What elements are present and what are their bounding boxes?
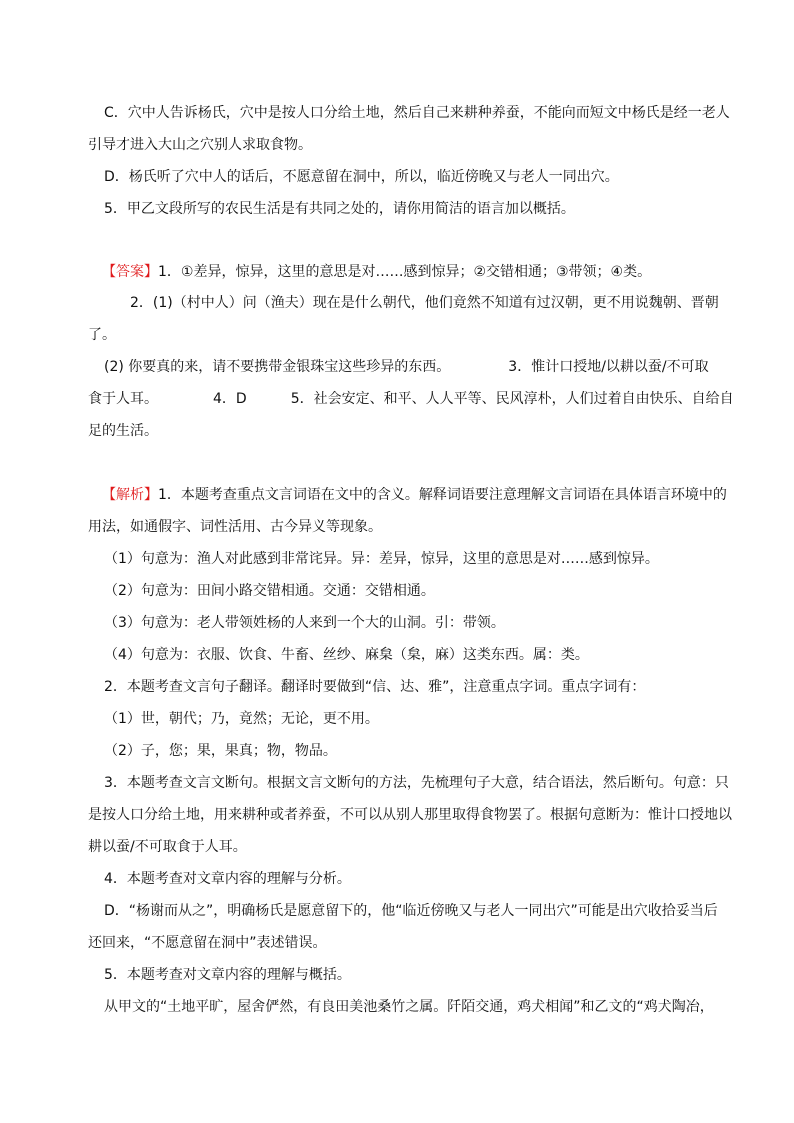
analysis-line-15: 还回来，“不愿意留在洞中”表述错误。 (88, 935, 327, 951)
option-c-line-1: C．穴中人告诉杨氏，穴中是按人口分给土地，然后自己来耕种养蚕，不能向而短文中杨氏是经一老人 (104, 105, 730, 121)
analysis-line-12: 耕以蚕/不可取食于人耳。 (88, 839, 247, 855)
analysis-line-11: 是按人口分给土地，用来耕种或者养蚕，不可以从别人那里取得食物罢了。根据句意断为：惟计口授地以 (88, 807, 732, 823)
option-d-line: D．杨氏听了穴中人的话后，不愿意留在洞中，所以，临近傍晚又与老人一同出穴。 (104, 169, 619, 185)
answer-3-cont: 食于人耳。 (88, 391, 158, 407)
option-c-line-2: 引导才进入大山之穴别人求取食物。 (88, 137, 312, 153)
analysis-line-17: 从甲文的“土地平旷，屋舍俨然，有良田美池桑竹之属。阡陌交通，鸡犬相闻”和乙文的“鸡犬陶冶， (104, 999, 714, 1015)
answer-2-line-2: 了。 (88, 327, 116, 343)
answer-4: 4．D (213, 391, 247, 407)
answer-tag: 【答案】 (102, 264, 158, 280)
analysis-tag: 【解析】 (102, 487, 158, 503)
answer-2-3-line (104, 358, 709, 376)
answer-2-line-1: 2．(1)（村中人）问（渔夫）现在是什么朝代，他们竟然不知道有过汉朝，更不用说魏朝、晋朝 (130, 295, 719, 311)
analysis-line-7: 2．本题考查文言句子翻译。翻译时要做到“信、达、雅”，注意重点字词。重点字词有： (104, 679, 646, 695)
analysis-line-16: 5．本题考查对文章内容的理解与概括。 (104, 967, 351, 983)
answer-3-4-5-line (88, 390, 734, 408)
analysis-line-10: 3．本题考查文言文断句。根据文言文断句的方法，先梳理句子大意，结合语法，然后断句。句意：只 (104, 775, 729, 791)
answer-line-1 (102, 263, 651, 281)
analysis-line-2: 用法，如通假字、词性活用、古今异义等现象。 (88, 519, 382, 535)
answer-5: 5．社会安定、和平、人人平等、民风淳朴，人们过着自由快乐、自给自 (290, 391, 734, 407)
analysis-line-13: 4．本题考查对文章内容的理解与分析。 (104, 871, 351, 887)
answer-3: 3．惟计口授地/以耕以蚕/不可取 (508, 359, 709, 375)
analysis-line-6: （4）句意为：衣服、饮食、牛畜、丝纱、麻枲（枲，麻）这类东西。属：类。 (104, 647, 589, 663)
analysis-line-1 (102, 486, 727, 504)
analysis-line-4: （2）句意为：田间小路交错相通。交通：交错相通。 (104, 583, 435, 599)
analysis-line-3: （1）句意为：渔人对此感到非常诧异。异：差异，惊异，这里的意思是对……感到惊异。 (104, 551, 659, 567)
analysis-line-5: （3）句意为：老人带领姓杨的人来到一个大的山洞。引：带领。 (104, 615, 505, 631)
answer-1: 1．①差异，惊异，这里的意思是对……感到惊异；②交错相通；③带领；④类。 (158, 264, 652, 280)
analysis-line-9: （2）子，您；果，果真；物，物品。 (104, 743, 337, 759)
analysis-text-1: 1．本题考查重点文言词语在文中的含义。解释词语要注意理解文言词语在具体语言环境中的 (158, 487, 727, 503)
analysis-line-8: （1）世，朝代；乃，竟然；无论，更不用。 (104, 711, 379, 727)
analysis-line-14: D．“杨谢而从之”，明确杨氏是愿意留下的，他“临近傍晚又与老人一同出穴”可能是出穴收拾妥当后 (104, 903, 718, 919)
answer-5-line-2: 足的生活。 (88, 423, 158, 439)
answer-2-part-2: (2) 你要真的来，请不要携带金银珠宝这些珍异的东西。 (104, 359, 451, 375)
question-5: 5．甲乙文段所写的农民生活是有共同之处的，请你用简洁的语言加以概括。 (104, 201, 575, 217)
